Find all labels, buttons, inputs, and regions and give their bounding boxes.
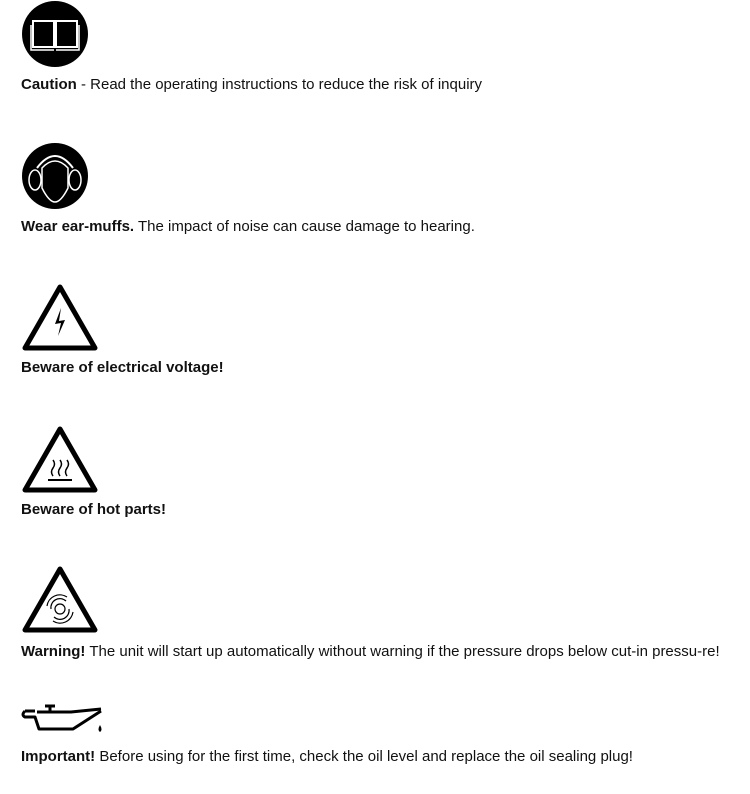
read-manual-icon	[21, 0, 89, 68]
automatic-start-warning-icon	[21, 564, 99, 634]
electrical-voltage-warning-icon	[21, 282, 99, 352]
ear-protection-icon	[21, 142, 89, 210]
ear-muffs-text: Wear ear-muffs. The impact of noise can cause damage to hearing.	[21, 218, 475, 235]
oil-can-icon	[21, 703, 105, 739]
hot-parts-text: Beware of hot parts!	[21, 501, 167, 518]
hot-surface-warning-icon	[21, 424, 99, 494]
important-oil-text: Important! Before using for the first time, check the oil level and replace the oil sealing plug!	[21, 748, 633, 765]
electrical-voltage-text: Beware of electrical voltage!	[21, 359, 224, 376]
caution-text: Caution - Read the operating instructions to reduce the risk of inquiry	[21, 76, 483, 93]
automatic-start-text: Warning! The unit will start up automatically without warning if the pressure drops below cut-in pressu-re!	[21, 643, 720, 660]
